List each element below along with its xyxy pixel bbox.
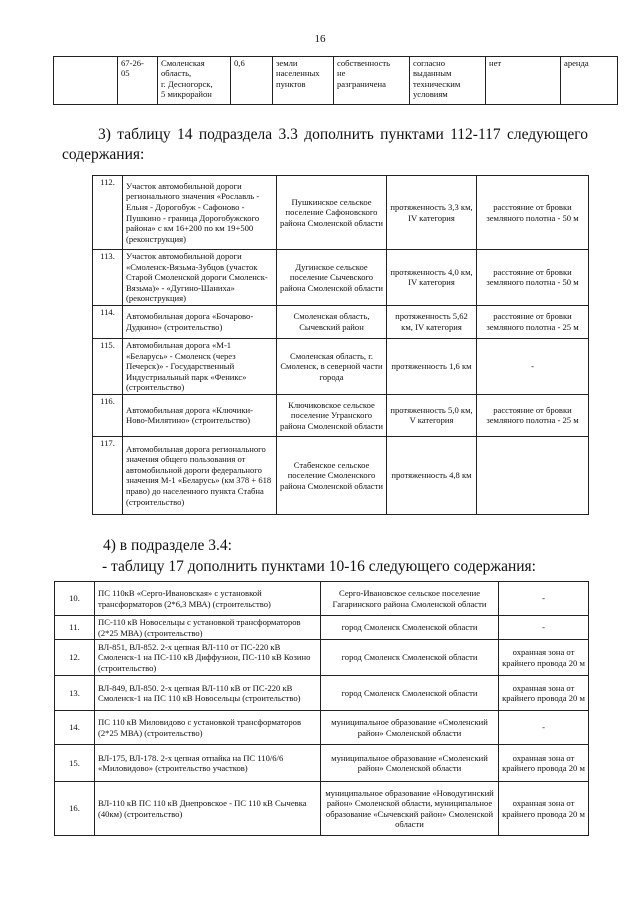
land-plot-table — [53, 56, 618, 105]
location-cell: Смоленская область, г. Десногорск, 5 микрорайон — [158, 57, 231, 105]
row-number: 15. — [55, 745, 95, 782]
object-name: ВЛ-175, ВЛ-178. 2-х цепная отпайка на ПС 110/6/6 «Миловидово» (строительство участков) — [95, 745, 321, 782]
parameters: протяженность 5,62 км, IV категория — [387, 305, 477, 338]
location: Серго-Ивановское сельское поселение Гагаринского района Смоленской области — [321, 582, 499, 616]
object-name: ВЛ-851, ВЛ-852. 2-х цепная ВЛ-110 от ПС-220 кВ Смоленск-1 на ПС-110 кВ Диффузион, ПС-110 кВ Козино (строительство) — [95, 640, 321, 676]
table-row — [93, 436, 589, 514]
table-row — [93, 250, 589, 306]
location: Стабенское сельское поселение Смоленского района Смоленской области — [277, 436, 387, 514]
zone: расстояние от бровки земляного полотна - 25 м — [477, 305, 589, 338]
location: Ключиковское сельское поселение Угранского района Смоленской области — [277, 394, 387, 436]
location: муниципальное образование «Смоленский район» Смоленской области — [321, 745, 499, 782]
location: город Смоленск Смоленской области — [321, 640, 499, 676]
zone: расстояние от бровки земляного полотна - 50 м — [477, 250, 589, 306]
zone: расстояние от бровки земляного полотна - 50 м — [477, 176, 589, 250]
table-row — [55, 745, 589, 782]
zone: охранная зона от крайнего провода 20 м — [499, 782, 589, 836]
section-4-subheading: - таблицу 17 дополнить пунктами 10-16 следующего содержания: — [102, 558, 536, 575]
location: муниципальное образование «Новодугинский район» Смоленской области, муниципальное образование «Сычевский район» Смоленской области — [321, 782, 499, 836]
row-number: 117. — [93, 436, 123, 514]
object-name: ПС-110 кВ Новосельцы с установкой трансформаторов (2*25 МВА) (строительство) — [95, 616, 321, 640]
location: Смоленская область, г. Смоленск, в северной части города — [277, 338, 387, 394]
table-row — [93, 394, 589, 436]
row-number: 12. — [55, 640, 95, 676]
zone: - — [499, 616, 589, 640]
row-number: 112. — [93, 176, 123, 250]
table-14 — [92, 175, 589, 515]
zone: охранная зона от крайнего провода 20 м — [499, 745, 589, 782]
row-number: 10. — [55, 582, 95, 616]
table-row — [55, 582, 589, 616]
object-name: Автомобильная дорога «М-1 «Беларусь» - Смоленск (через Печерск)» - Государственный Индустриальный парк «Феникс» (строительство) — [123, 338, 277, 394]
location: муниципальное образование «Смоленский район» Смоленской области — [321, 711, 499, 745]
location: город Смоленск Смоленской области — [321, 676, 499, 711]
table-row — [55, 782, 589, 836]
object-name: Автомобильная дорога регионального значения общего пользования от автомобильной дороги федерального значения М-1 «Беларусь» (км 378 + 618 право) до населенного пункта Стабна (строительство) — [123, 436, 277, 514]
section-3-heading: 3) таблицу 14 подраздела 3.3 дополнить пунктами 112-117 следующего — [98, 126, 588, 143]
zone: охранная зона от крайнего провода 20 м — [499, 676, 589, 711]
zone: расстояние от бровки земляного полотна - 25 м — [477, 394, 589, 436]
parameters: протяженность 1,6 км — [387, 338, 477, 394]
object-name: ПС 110 кВ Миловидово с установкой трансформаторов (2*25 МВА) (строительство) — [95, 711, 321, 745]
row-number: 115. — [93, 338, 123, 394]
table-row — [93, 305, 589, 338]
zone: - — [477, 338, 589, 394]
object-name: ВЛ-110 кВ ПС 110 кВ Днепровское - ПС 110 кВ Сычевка (40км) (строительство) — [95, 782, 321, 836]
zone: охранная зона от крайнего провода 20 м — [499, 640, 589, 676]
table-row — [55, 711, 589, 745]
table-row — [93, 338, 589, 394]
row-number: 116. — [93, 394, 123, 436]
row-number: 11. — [55, 616, 95, 640]
ownership-cell: собственность не разграничена — [334, 57, 410, 105]
parameters: протяженность 5,0 км, V категория — [387, 394, 477, 436]
table-row — [54, 57, 618, 105]
location: Смоленская область, Сычевский район — [277, 305, 387, 338]
object-name: ПС 110кВ «Серго-Ивановская» с установкой трансформаторов (2*6,3 МВА) (строительство) — [95, 582, 321, 616]
table-row — [93, 176, 589, 250]
row-number: 114. — [93, 305, 123, 338]
zone: - — [499, 711, 589, 745]
object-name: Автомобильная дорога «Бочарово-Дудкино» (строительство) — [123, 305, 277, 338]
zone: - — [499, 582, 589, 616]
table-17 — [54, 581, 589, 836]
table-row — [55, 676, 589, 711]
table-row — [55, 640, 589, 676]
zone — [477, 436, 589, 514]
page-number: 16 — [314, 33, 326, 45]
object-name: Участок автомобильной дороги «Смоленск-Вязьма-Зубцов (участок Старой Смоленской дороги Смоленск-Вязьма)» - «Дугино-Шаниха» (реконструкция) — [123, 250, 277, 306]
section-4-heading: 4) в подразделе 3.4: — [103, 537, 232, 554]
object-name: Участок автомобильной дороги регионального значения «Рославль - Ельня - Дорогобуж - Сафоново - Пушкино - граница Дорогобужского района» с км 16+200 по км 19+500 (реконструкция) — [123, 176, 277, 250]
row-number: 113. — [93, 250, 123, 306]
location: Дугинское сельское поселение Сычевского района Смоленской области — [277, 250, 387, 306]
use-type-cell: аренда — [561, 57, 618, 105]
location: город Смоленск Смоленской области — [321, 616, 499, 640]
object-name: Автомобильная дорога «Ключики-Ново-Милятино» (строительство) — [123, 394, 277, 436]
table-cell — [54, 57, 118, 105]
row-number: 13. — [55, 676, 95, 711]
cadastral-quarter-cell: 67-26- 05 — [118, 57, 158, 105]
encumbrance-cell: нет — [486, 57, 561, 105]
row-number: 14. — [55, 711, 95, 745]
area-cell: 0,6 — [231, 57, 273, 105]
land-category-cell: земли населенных пунктов — [273, 57, 334, 105]
row-number: 16. — [55, 782, 95, 836]
parameters: протяженность 4,0 км, IV категория — [387, 250, 477, 306]
parameters: протяженность 3,3 км, IV категория — [387, 176, 477, 250]
engineering-cell: согласно выданным техническим условиям — [410, 57, 486, 105]
parameters: протяженность 4,8 км — [387, 436, 477, 514]
section-3-heading-cont: содержания: — [62, 146, 145, 163]
location: Пушкинское сельское поселение Сафоновского района Смоленской области — [277, 176, 387, 250]
object-name: ВЛ-849, ВЛ-850. 2-х цепная ВЛ-110 кВ от ПС-220 кВ Смоленск-1 на ПС 110 кВ Новосельцы (строительство) — [95, 676, 321, 711]
table-row — [55, 616, 589, 640]
